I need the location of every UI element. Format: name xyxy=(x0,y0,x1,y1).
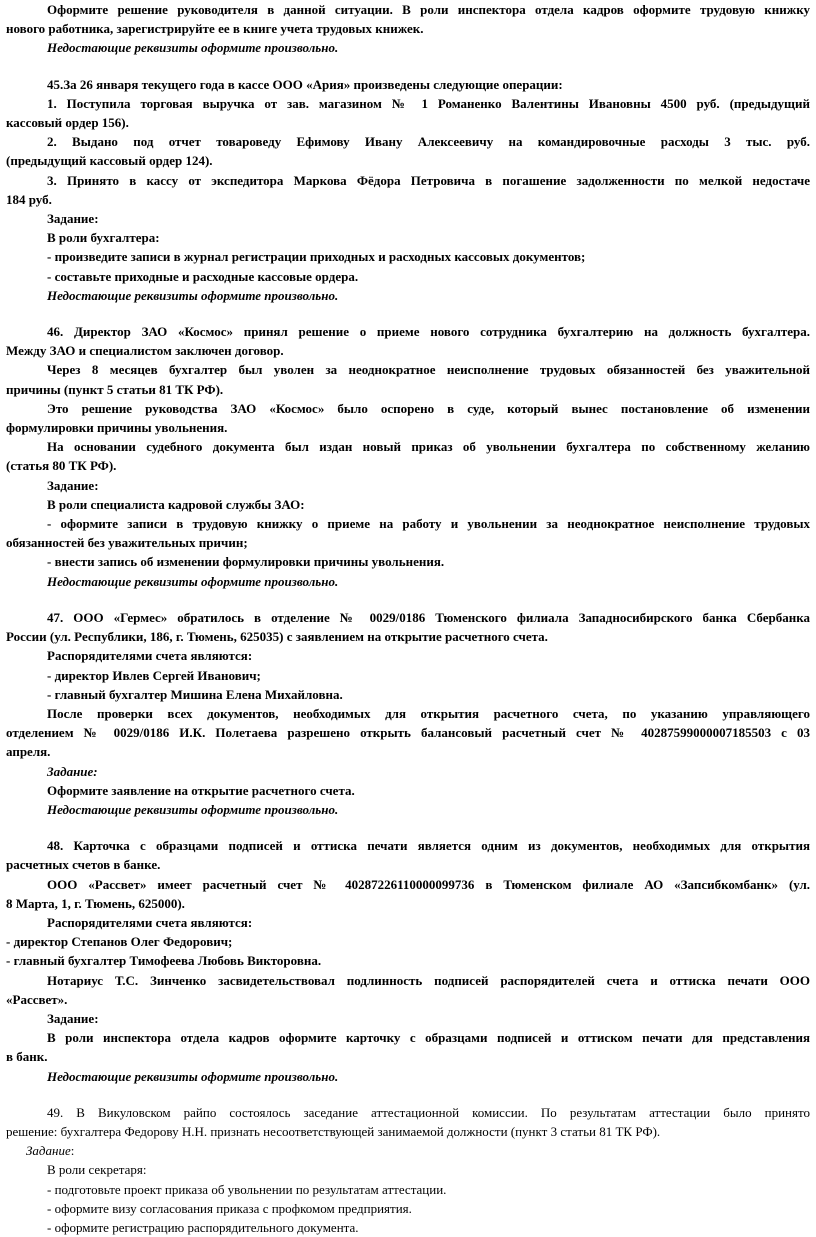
task-heading: 45.За 26 января текущего года в кассе ООО «Ария» произведены следующие операции: xyxy=(47,76,563,92)
task-heading: 48. Карточка с образцами подписей и оттиска печати является одним из документов, необходимых для открытия xyxy=(47,838,810,854)
text-line: 3. Принято в кассу от экспедитора Маркова Фёдора Петровича в погашение задолженности по мелкой недостаче xyxy=(47,172,810,188)
text-line: Недостающие реквизиты оформите произвольно. xyxy=(47,287,339,303)
task-label: Задание: xyxy=(47,477,99,493)
text-line: Оформите заявление на открытие расчетного счета. xyxy=(47,782,355,798)
text-line: Недостающие реквизиты оформите произвольно. xyxy=(47,801,339,817)
text-line: кассовый ордер 156). xyxy=(6,115,129,131)
text-line: - внести запись об изменении формулировки причины увольнения. xyxy=(47,554,445,570)
task-heading: 46. Директор ЗАО «Космос» принял решение о приеме нового сотрудника бухгалтерию на должность бухгалтера. xyxy=(47,324,810,340)
text-line: - директор Степанов Олег Федорович; xyxy=(6,934,233,950)
text-line: Недостающие реквизиты оформите произвольно. xyxy=(47,40,339,56)
text-line: в банк. xyxy=(6,1049,48,1065)
text-line: ООО «Рассвет» имеет расчетный счет № 40287226110000099736 в Тюменском филиале АО «Запсибкомбанк» (ул. xyxy=(47,876,810,892)
task-label: Задание: xyxy=(47,1010,99,1026)
text-line: причины (пункт 5 статьи 81 ТК РФ). xyxy=(6,381,224,397)
task-label: Задание: xyxy=(47,211,99,227)
text-line: расчетных счетов в банке. xyxy=(6,857,161,873)
text-line: отделением № 0029/0186 И.К. Полетаева разрешено открыть балансовый расчетный счет № 40287599000007185503 с 03 xyxy=(6,725,810,741)
text-line: - произведите записи в журнал регистрации приходных и расходных кассовых документов; xyxy=(47,249,586,265)
text-line: 2. Выдано под отчет товароведу Ефимову Ивану Алексеевичу на командировочные расходы 3 тыс. руб. xyxy=(47,134,810,150)
text-line: Оформите решение руководителя в данной ситуации. В роли инспектора отдела кадров оформите трудовую книжку xyxy=(47,2,810,17)
text-line: - оформите визу согласования приказа с профкомом предприятия. xyxy=(47,1200,412,1216)
text-line: - подготовьте проект приказа об увольнении по результатам аттестации. xyxy=(47,1181,447,1197)
text-line: Это решение руководства ЗАО «Космос» было оспорено в суде, который вынес постановление об изменении xyxy=(47,400,810,416)
text-line: 184 руб. xyxy=(6,191,52,207)
text-line: 8 Марта, 1, г. Тюмень, 625000). xyxy=(6,895,185,911)
text-line: «Рассвет». xyxy=(6,991,68,1007)
text-line: Нотариус Т.С. Зинченко засвидетельствовал подлинность подписей распорядителей счета и оттиска печати ООО xyxy=(47,972,810,988)
text-line: (предыдущий кассовый ордер 124). xyxy=(6,153,213,169)
text-line: 1. Поступила торговая выручка от зав. магазином № 1 Романенко Валентины Ивановны 4500 руб. (предыдущий xyxy=(47,95,810,111)
text-line: - директор Ивлев Сергей Иванович; xyxy=(47,667,261,683)
text-line: Распорядителями счета являются: xyxy=(47,648,253,664)
text-line: обязанностей без уважительных причин; xyxy=(6,535,248,551)
text-line: решение: бухгалтера Федорову Н.Н. признать несоответствующей занимаемой должности (пункт 3 статьи 81 ТК РФ). xyxy=(6,1123,661,1139)
text-line: нового работника, зарегистрируйте ее в книге учета трудовых книжек. xyxy=(6,21,424,37)
task-label-text: Задание xyxy=(26,1143,71,1159)
text-line: апреля. xyxy=(6,744,51,760)
text-line: В роли инспектора отдела кадров оформите карточку с образцами подписей и оттиском печати для представления xyxy=(47,1030,810,1046)
task-label xyxy=(6,1141,810,1160)
text-line: В роли специалиста кадровой службы ЗАО: xyxy=(47,496,305,512)
text-line: Распорядителями счета являются: xyxy=(47,914,253,930)
text-line: На основании судебного документа был издан новый приказ об увольнении бухгалтера по собственному желанию xyxy=(47,439,810,455)
text-line: - составьте приходные и расходные кассовые ордера. xyxy=(47,268,359,284)
task-heading: 49. В Викуловском райпо состоялось заседание аттестационной комиссии. По результатам аттестации было принято xyxy=(47,1104,810,1120)
text-line: После проверки всех документов, необходимых для открытия расчетного счета, по указанию управляющего xyxy=(47,705,810,721)
text-line: Через 8 месяцев бухгалтер был уволен за неоднократное неисполнение трудовых обязанностей без уважительной xyxy=(47,362,810,378)
text-line: - главный бухгалтер Мишина Елена Михайловна. xyxy=(47,686,343,702)
text-line: - оформите записи в трудовую книжку о приеме на работу и увольнении за неоднократное неисполнение трудовых xyxy=(47,516,810,532)
text-line: России (ул. Республики, 186, г. Тюмень, 625035) с заявлением на открытие расчетного счета. xyxy=(6,629,548,645)
text-line: Между ЗАО и специалистом заключен договор. xyxy=(6,343,284,359)
text-line: Недостающие реквизиты оформите произвольно. xyxy=(47,1068,339,1084)
text-line: формулировки причины увольнения. xyxy=(6,420,228,436)
text-line: - главный бухгалтер Тимофеева Любовь Викторовна. xyxy=(6,953,322,969)
text-line: В роли секретаря: xyxy=(47,1162,147,1178)
text-line: (статья 80 ТК РФ). xyxy=(6,458,117,474)
task-label-colon: : xyxy=(70,1143,75,1159)
text-line: Недостающие реквизиты оформите произвольно. xyxy=(47,573,339,589)
task-label: Задание: xyxy=(47,763,98,779)
task-heading: 47. ООО «Гермес» обратилось в отделение № 0029/0186 Тюменского филиала Западносибирского банка Сбербанка xyxy=(47,609,810,625)
text-line: - оформите регистрацию распорядительного документа. xyxy=(47,1219,359,1235)
text-line: В роли бухгалтера: xyxy=(47,230,160,246)
